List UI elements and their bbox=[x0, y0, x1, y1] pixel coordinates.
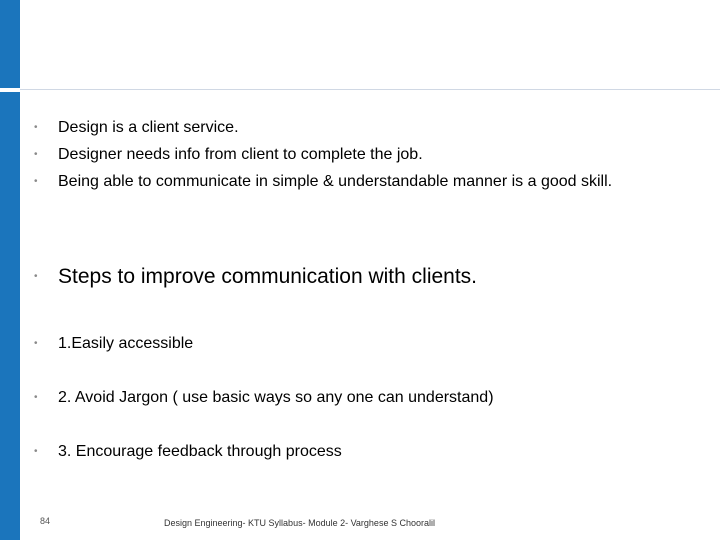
footer-caption: Design Engineering- KTU Syllabus- Module 2- Varghese S Chooralil bbox=[164, 518, 435, 528]
bullet-icon: • bbox=[34, 271, 38, 282]
bullet-icon: • bbox=[34, 446, 38, 457]
accent-bar-top bbox=[0, 0, 20, 88]
page-number: 84 bbox=[40, 516, 51, 526]
step-item bbox=[34, 384, 690, 411]
accent-bar-side bbox=[0, 92, 20, 540]
header-divider bbox=[20, 89, 720, 90]
bullet-text: Being able to communicate in simple & understandable manner is a good skill. bbox=[58, 173, 613, 190]
bullet-icon: • bbox=[34, 338, 38, 349]
bullet-icon: • bbox=[34, 122, 38, 133]
section-heading bbox=[34, 263, 690, 290]
step-item bbox=[34, 330, 690, 357]
step-item bbox=[34, 438, 690, 465]
bullet-item bbox=[34, 168, 660, 195]
bullet-item bbox=[34, 114, 690, 141]
bullet-item bbox=[34, 141, 690, 168]
heading-text: Steps to improve communication with clients. bbox=[58, 265, 478, 288]
bullet-icon: • bbox=[34, 149, 38, 160]
step-text: 2. Avoid Jargon ( use basic ways so any one can understand) bbox=[58, 389, 494, 406]
bullet-text: Designer needs info from client to complete the job. bbox=[58, 146, 423, 163]
bullet-text: Design is a client service. bbox=[58, 119, 239, 136]
bullet-icon: • bbox=[34, 176, 38, 187]
step-text: 3. Encourage feedback through process bbox=[58, 443, 342, 460]
bullet-icon: • bbox=[34, 392, 38, 403]
step-text: 1.Easily accessible bbox=[58, 335, 194, 352]
